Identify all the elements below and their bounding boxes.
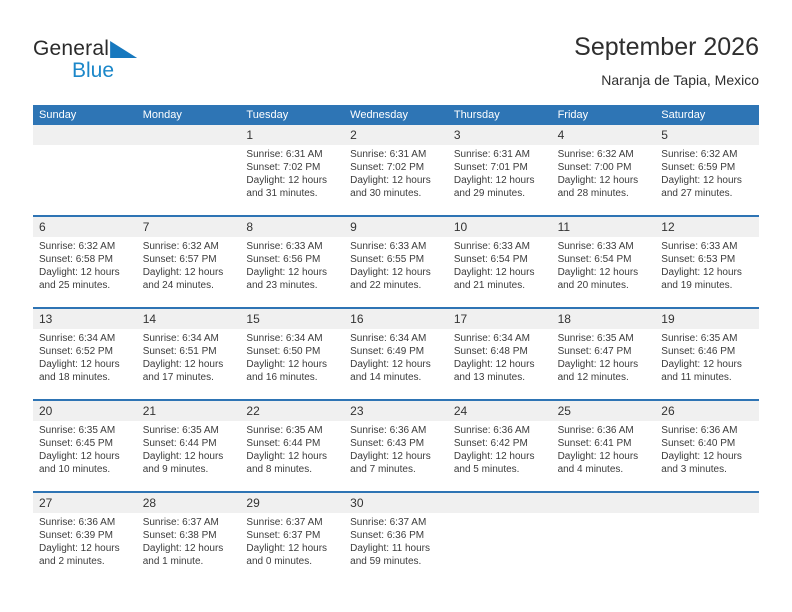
day-cell: [240, 309, 344, 399]
daylight-text: Daylight: 12 hours and 3 minutes.: [661, 451, 742, 475]
day-number: 12: [655, 217, 759, 237]
sunset-text: Sunset: 6:41 PM: [557, 438, 632, 449]
day-cell: [344, 125, 448, 215]
day-cell: [655, 217, 759, 307]
day-info: [33, 329, 137, 384]
day-cell: [344, 309, 448, 399]
daylight-text: Daylight: 12 hours and 31 minutes.: [246, 175, 328, 199]
day-info: [448, 513, 552, 516]
day-number: 4: [552, 125, 656, 145]
day-info: [240, 329, 344, 384]
sunset-text: Sunset: 6:42 PM: [453, 438, 528, 449]
day-number: 1: [240, 125, 344, 145]
daylight-text: Daylight: 12 hours and 30 minutes.: [350, 175, 431, 199]
daylight-text: Daylight: 12 hours and 0 minutes.: [246, 543, 328, 567]
sunrise-text: Sunrise: 6:31 AM: [350, 149, 427, 160]
sunrise-text: Sunrise: 6:31 AM: [246, 149, 323, 160]
weekday-sunday: Sunday: [39, 109, 77, 121]
day-cell: [448, 309, 552, 399]
day-number: 26: [655, 401, 759, 421]
sunrise-text: Sunrise: 6:35 AM: [661, 333, 738, 344]
day-cell: [448, 217, 552, 307]
daylight-text: Daylight: 12 hours and 10 minutes.: [39, 451, 120, 475]
sunset-text: Sunset: 6:57 PM: [142, 254, 217, 265]
daylight-text: Daylight: 12 hours and 2 minutes.: [39, 543, 120, 567]
page-subtitle: Naranja de Tapia, Mexico: [601, 72, 759, 88]
day-cell: [240, 217, 344, 307]
sunset-text: Sunset: 6:55 PM: [350, 254, 425, 265]
day-cell: [552, 217, 656, 307]
weekday-header-row: [33, 105, 759, 125]
day-info: [137, 329, 241, 384]
sunrise-text: Sunrise: 6:36 AM: [453, 425, 530, 436]
calendar: [33, 105, 759, 583]
day-info: [137, 421, 241, 476]
day-info: [655, 145, 759, 200]
day-info: [344, 237, 448, 292]
day-info: [552, 329, 656, 384]
day-info: [552, 421, 656, 476]
day-number: 3: [448, 125, 552, 145]
sunset-text: Sunset: 6:43 PM: [350, 438, 425, 449]
day-number: [655, 493, 759, 513]
page-title: September 2026: [574, 33, 759, 61]
day-number: 25: [552, 401, 656, 421]
day-info: [240, 513, 344, 568]
day-number: 5: [655, 125, 759, 145]
day-cell: [240, 125, 344, 215]
day-info: [33, 513, 137, 568]
sunrise-text: Sunrise: 6:32 AM: [142, 241, 219, 252]
day-number: 9: [344, 217, 448, 237]
day-info: [448, 237, 552, 292]
day-cell: [33, 217, 137, 307]
sunset-text: Sunset: 6:49 PM: [350, 346, 425, 357]
empty-day-cell: [552, 493, 656, 583]
day-cell: [552, 309, 656, 399]
day-cell: [33, 493, 137, 583]
day-info: [240, 237, 344, 292]
day-number: [448, 493, 552, 513]
day-number: 6: [33, 217, 137, 237]
day-number: 19: [655, 309, 759, 329]
day-info: [448, 145, 552, 200]
sunset-text: Sunset: 6:45 PM: [39, 438, 113, 449]
sunrise-text: Sunrise: 6:32 AM: [661, 149, 738, 160]
sunrise-text: Sunrise: 6:33 AM: [350, 241, 427, 252]
day-number: 24: [448, 401, 552, 421]
daylight-text: Daylight: 12 hours and 4 minutes.: [557, 451, 639, 475]
sunrise-text: Sunrise: 6:32 AM: [39, 241, 116, 252]
daylight-text: Daylight: 12 hours and 5 minutes.: [453, 451, 535, 475]
daylight-text: Daylight: 12 hours and 24 minutes.: [142, 267, 224, 291]
day-info: [33, 421, 137, 476]
daylight-text: Daylight: 12 hours and 16 minutes.: [246, 359, 328, 383]
day-number: 20: [33, 401, 137, 421]
day-number: 16: [344, 309, 448, 329]
daylight-text: Daylight: 12 hours and 11 minutes.: [661, 359, 742, 383]
daylight-text: Daylight: 12 hours and 27 minutes.: [661, 175, 742, 199]
daylight-text: Daylight: 11 hours and 59 minutes.: [350, 543, 430, 567]
day-number: 23: [344, 401, 448, 421]
sunset-text: Sunset: 7:02 PM: [246, 162, 321, 173]
day-cell: [552, 401, 656, 491]
logo-text-general: General: [33, 37, 110, 60]
sunset-text: Sunset: 6:56 PM: [246, 254, 321, 265]
day-info: [552, 237, 656, 292]
sunrise-text: Sunrise: 6:33 AM: [453, 241, 530, 252]
day-cell: [344, 217, 448, 307]
day-info: [33, 145, 137, 148]
sunset-text: Sunset: 6:59 PM: [661, 162, 736, 173]
daylight-text: Daylight: 12 hours and 29 minutes.: [453, 175, 535, 199]
daylight-text: Daylight: 12 hours and 19 minutes.: [661, 267, 742, 291]
day-number: 11: [552, 217, 656, 237]
day-number: 27: [33, 493, 137, 513]
sunrise-text: Sunrise: 6:33 AM: [557, 241, 634, 252]
day-number: 10: [448, 217, 552, 237]
day-cell: [552, 125, 656, 215]
day-number: 22: [240, 401, 344, 421]
sunrise-text: Sunrise: 6:32 AM: [557, 149, 634, 160]
daylight-text: Daylight: 12 hours and 7 minutes.: [350, 451, 431, 475]
general-blue-logo: [33, 38, 137, 81]
sunrise-text: Sunrise: 6:37 AM: [142, 517, 219, 528]
logo-triangle-icon: [110, 41, 137, 58]
day-info: [655, 237, 759, 292]
day-info: [240, 421, 344, 476]
day-info: [137, 145, 241, 148]
day-number: 30: [344, 493, 448, 513]
day-info: [552, 513, 656, 516]
day-cell: [448, 125, 552, 215]
empty-day-cell: [137, 125, 241, 215]
day-info: [655, 513, 759, 516]
weekday-monday: Monday: [142, 109, 182, 121]
sunset-text: Sunset: 6:47 PM: [557, 346, 632, 357]
day-info: [655, 421, 759, 476]
day-cell: [33, 401, 137, 491]
day-number: 14: [137, 309, 241, 329]
daylight-text: Daylight: 12 hours and 20 minutes.: [557, 267, 639, 291]
sunrise-text: Sunrise: 6:37 AM: [246, 517, 323, 528]
sunrise-text: Sunrise: 6:35 AM: [557, 333, 634, 344]
week-row: [33, 491, 759, 583]
day-info: [552, 145, 656, 200]
sunset-text: Sunset: 6:51 PM: [142, 346, 217, 357]
daylight-text: Daylight: 12 hours and 9 minutes.: [142, 451, 224, 475]
day-number: 29: [240, 493, 344, 513]
sunset-text: Sunset: 6:44 PM: [142, 438, 217, 449]
logo-text-blue: Blue: [72, 59, 115, 82]
sunset-text: Sunset: 6:37 PM: [246, 530, 321, 541]
day-info: [655, 329, 759, 384]
day-info: [344, 421, 448, 476]
day-info: [448, 421, 552, 476]
weekday-wednesday: Wednesday: [350, 109, 409, 121]
day-cell: [344, 493, 448, 583]
day-cell: [240, 401, 344, 491]
day-cell: [344, 401, 448, 491]
sunrise-text: Sunrise: 6:34 AM: [246, 333, 323, 344]
weekday-friday: Friday: [557, 109, 589, 121]
day-cell: [137, 493, 241, 583]
empty-day-cell: [655, 493, 759, 583]
sunset-text: Sunset: 6:52 PM: [39, 346, 113, 357]
day-cell: [137, 401, 241, 491]
week-row: [33, 399, 759, 491]
daylight-text: Daylight: 12 hours and 21 minutes.: [453, 267, 535, 291]
daylight-text: Daylight: 12 hours and 12 minutes.: [557, 359, 639, 383]
sunrise-text: Sunrise: 6:36 AM: [661, 425, 738, 436]
day-number: 18: [552, 309, 656, 329]
daylight-text: Daylight: 12 hours and 14 minutes.: [350, 359, 431, 383]
sunset-text: Sunset: 6:38 PM: [142, 530, 217, 541]
day-info: [344, 329, 448, 384]
weekday-tuesday: Tuesday: [246, 109, 289, 121]
sunset-text: Sunset: 6:50 PM: [246, 346, 321, 357]
sunrise-text: Sunrise: 6:34 AM: [350, 333, 427, 344]
sunrise-text: Sunrise: 6:35 AM: [142, 425, 219, 436]
sunset-text: Sunset: 7:02 PM: [350, 162, 425, 173]
day-cell: [448, 401, 552, 491]
sunset-text: Sunset: 6:44 PM: [246, 438, 321, 449]
sunset-text: Sunset: 6:48 PM: [453, 346, 528, 357]
sunset-text: Sunset: 6:53 PM: [661, 254, 736, 265]
day-info: [448, 329, 552, 384]
day-cell: [137, 309, 241, 399]
sunset-text: Sunset: 7:01 PM: [453, 162, 528, 173]
sunrise-text: Sunrise: 6:33 AM: [661, 241, 738, 252]
daylight-text: Daylight: 12 hours and 1 minute.: [142, 543, 224, 567]
sunrise-text: Sunrise: 6:35 AM: [246, 425, 323, 436]
day-number: 2: [344, 125, 448, 145]
sunrise-text: Sunrise: 6:34 AM: [142, 333, 219, 344]
day-number: 21: [137, 401, 241, 421]
week-row: [33, 215, 759, 307]
day-cell: [655, 125, 759, 215]
sunrise-text: Sunrise: 6:33 AM: [246, 241, 323, 252]
day-cell: [137, 217, 241, 307]
sunrise-text: Sunrise: 6:31 AM: [453, 149, 530, 160]
sunrise-text: Sunrise: 6:35 AM: [39, 425, 116, 436]
sunset-text: Sunset: 6:58 PM: [39, 254, 113, 265]
daylight-text: Daylight: 12 hours and 28 minutes.: [557, 175, 639, 199]
weekday-thursday: Thursday: [453, 109, 500, 121]
daylight-text: Daylight: 12 hours and 22 minutes.: [350, 267, 431, 291]
sunset-text: Sunset: 6:54 PM: [453, 254, 528, 265]
daylight-text: Daylight: 12 hours and 25 minutes.: [39, 267, 120, 291]
day-info: [137, 513, 241, 568]
day-info: [240, 145, 344, 200]
daylight-text: Daylight: 12 hours and 23 minutes.: [246, 267, 328, 291]
sunrise-text: Sunrise: 6:34 AM: [453, 333, 530, 344]
day-cell: [33, 309, 137, 399]
sunrise-text: Sunrise: 6:34 AM: [39, 333, 116, 344]
day-info: [33, 237, 137, 292]
sunset-text: Sunset: 6:39 PM: [39, 530, 113, 541]
sunrise-text: Sunrise: 6:36 AM: [350, 425, 427, 436]
sunrise-text: Sunrise: 6:36 AM: [557, 425, 634, 436]
day-number: 28: [137, 493, 241, 513]
day-info: [344, 145, 448, 200]
day-number: 15: [240, 309, 344, 329]
day-number: 7: [137, 217, 241, 237]
daylight-text: Daylight: 12 hours and 18 minutes.: [39, 359, 120, 383]
day-number: 8: [240, 217, 344, 237]
empty-day-cell: [33, 125, 137, 215]
day-number: 13: [33, 309, 137, 329]
day-info: [344, 513, 448, 568]
sunset-text: Sunset: 6:54 PM: [557, 254, 632, 265]
day-number: [137, 125, 241, 145]
sunset-text: Sunset: 6:36 PM: [350, 530, 425, 541]
daylight-text: Daylight: 12 hours and 8 minutes.: [246, 451, 328, 475]
day-cell: [655, 309, 759, 399]
week-row: [33, 307, 759, 399]
daylight-text: Daylight: 12 hours and 13 minutes.: [453, 359, 535, 383]
day-cell: [655, 401, 759, 491]
calendar-grid: [33, 125, 759, 583]
day-cell: [240, 493, 344, 583]
daylight-text: Daylight: 12 hours and 17 minutes.: [142, 359, 224, 383]
week-row: [33, 125, 759, 215]
day-number: [33, 125, 137, 145]
sunrise-text: Sunrise: 6:37 AM: [350, 517, 427, 528]
sunset-text: Sunset: 6:40 PM: [661, 438, 736, 449]
day-info: [137, 237, 241, 292]
day-number: 17: [448, 309, 552, 329]
empty-day-cell: [448, 493, 552, 583]
sunrise-text: Sunrise: 6:36 AM: [39, 517, 116, 528]
sunset-text: Sunset: 6:46 PM: [661, 346, 736, 357]
day-number: [552, 493, 656, 513]
sunset-text: Sunset: 7:00 PM: [557, 162, 632, 173]
weekday-saturday: Saturday: [661, 109, 706, 121]
